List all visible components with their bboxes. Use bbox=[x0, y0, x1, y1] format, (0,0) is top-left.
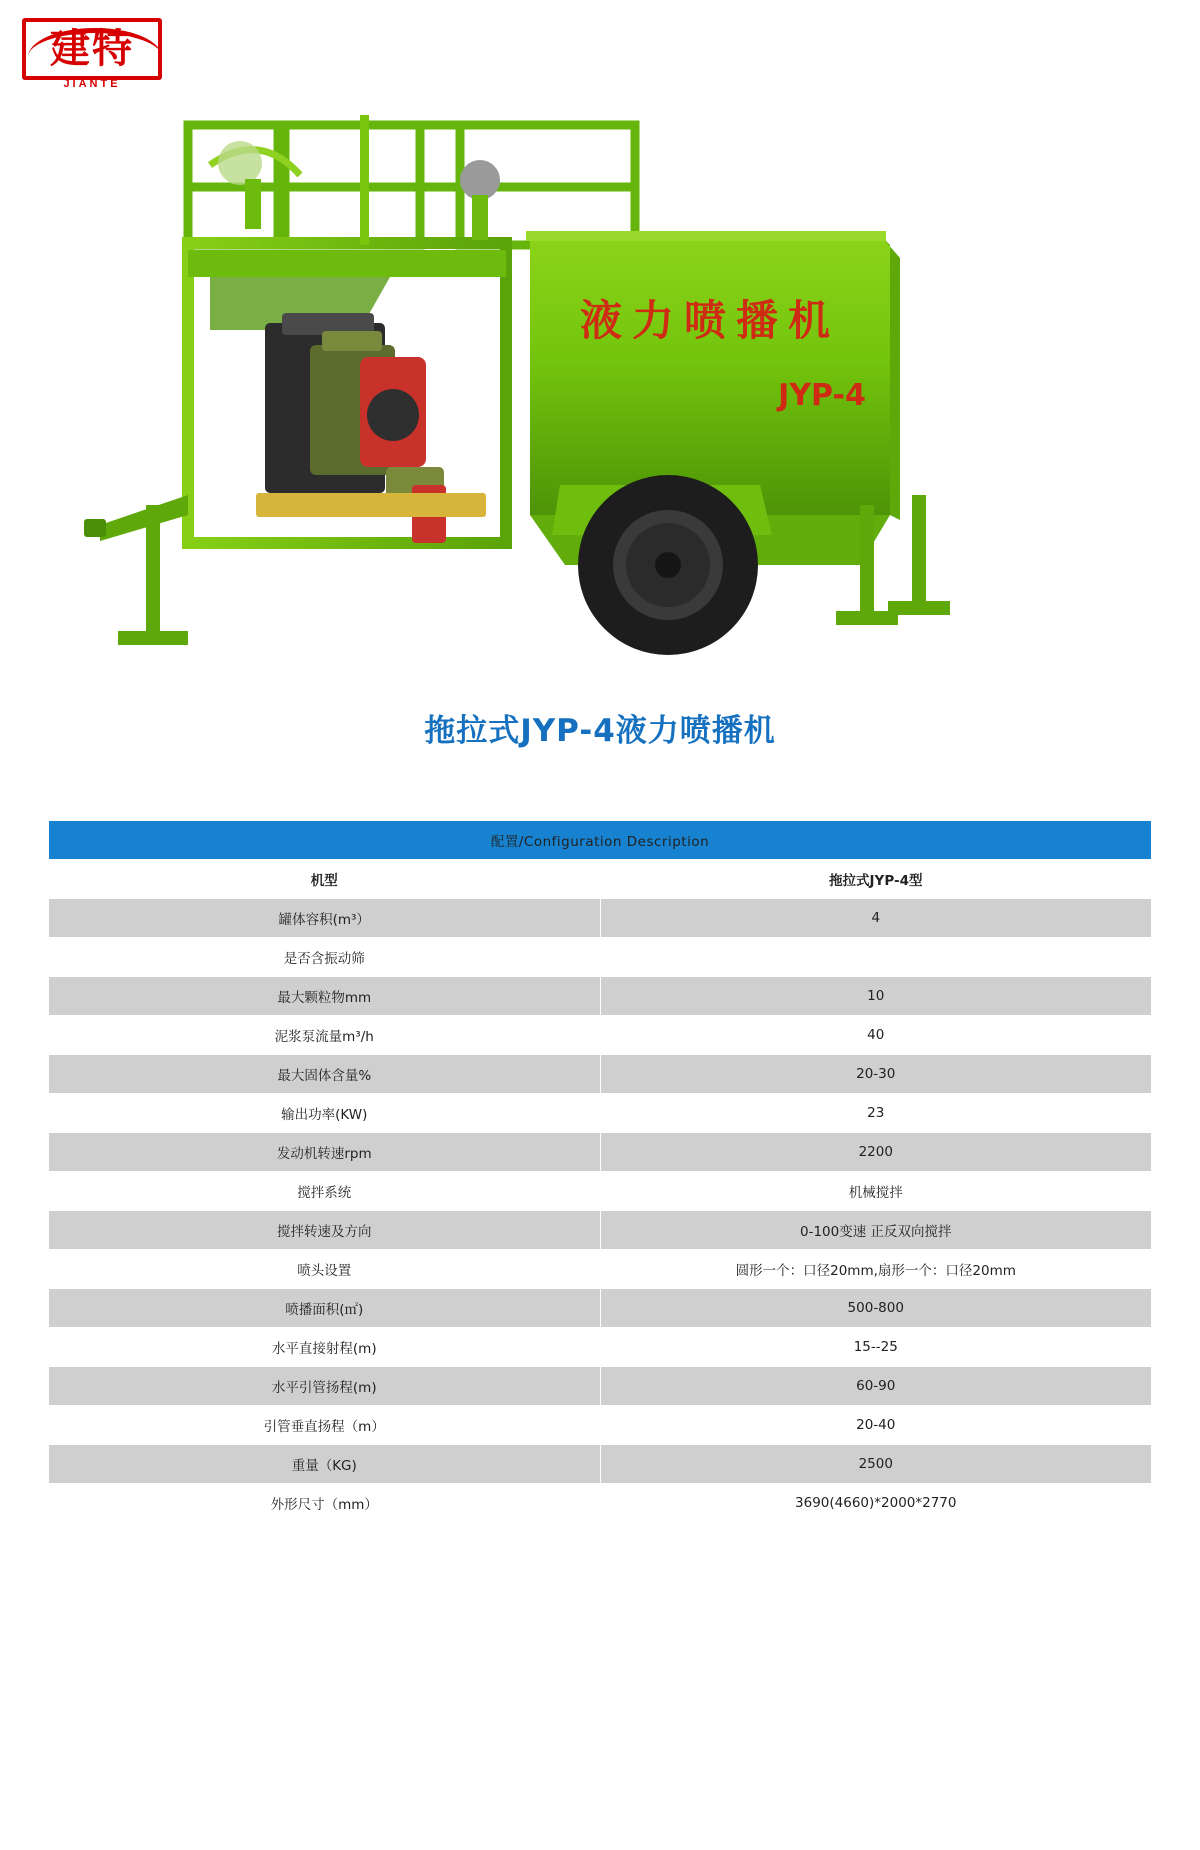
table-row bbox=[49, 1016, 1152, 1055]
logo-pinyin: JIANTE bbox=[63, 78, 121, 90]
specification-table bbox=[48, 820, 1152, 1523]
row-value: 3690(4660)*2000*2770 bbox=[600, 1484, 1152, 1523]
table-row bbox=[49, 1406, 1152, 1445]
engine-assembly bbox=[256, 313, 486, 543]
row-value: 机械搅拌 bbox=[600, 1172, 1152, 1211]
row-label: 重量（KG) bbox=[49, 1445, 601, 1484]
row-label: 水平引管扬程(m) bbox=[49, 1367, 601, 1406]
row-value: 0-100变速 正反双向搅拌 bbox=[600, 1211, 1152, 1250]
table-row bbox=[49, 1289, 1152, 1328]
table-header-row bbox=[49, 821, 1152, 860]
table-row bbox=[49, 1055, 1152, 1094]
table-header-cell: 配置/Configuration Description bbox=[49, 821, 1152, 860]
row-value: 20-30 bbox=[600, 1055, 1152, 1094]
table-row bbox=[49, 977, 1152, 1016]
row-value bbox=[600, 938, 1152, 977]
row-value: 4 bbox=[600, 899, 1152, 938]
row-label: 罐体容积(m³） bbox=[49, 899, 601, 938]
row-label: 喷头设置 bbox=[49, 1250, 601, 1289]
svg-text:液力喷播机: 液力喷播机 bbox=[579, 296, 841, 345]
row-label: 机型 bbox=[49, 860, 601, 899]
row-label: 最大固体含量% bbox=[49, 1055, 601, 1094]
row-value: 23 bbox=[600, 1094, 1152, 1133]
table-row bbox=[49, 1484, 1152, 1523]
row-label: 发动机转速rpm bbox=[49, 1133, 601, 1172]
table-row bbox=[49, 1211, 1152, 1250]
row-value: 60-90 bbox=[600, 1367, 1152, 1406]
row-value: 2200 bbox=[600, 1133, 1152, 1172]
row-label: 是否含振动筛 bbox=[49, 938, 601, 977]
product-photo bbox=[60, 95, 1140, 675]
table-row bbox=[49, 1172, 1152, 1211]
table-row bbox=[49, 1250, 1152, 1289]
row-value: 500-800 bbox=[600, 1289, 1152, 1328]
row-label: 搅拌转速及方向 bbox=[49, 1211, 601, 1250]
row-label: 喷播面积(㎡) bbox=[49, 1289, 601, 1328]
table-row bbox=[49, 1445, 1152, 1484]
row-value: 拖拉式JYP-4型 bbox=[600, 860, 1152, 899]
svg-text:JYP-4: JYP-4 bbox=[778, 378, 866, 413]
row-label: 最大颗粒物mm bbox=[49, 977, 601, 1016]
logo-badge bbox=[22, 18, 162, 80]
row-value: 圆形一个：口径20mm,扇形一个：口径20mm bbox=[600, 1250, 1152, 1289]
table-body bbox=[49, 821, 1152, 1523]
table-row bbox=[49, 899, 1152, 938]
row-label: 引管垂直扬程（m） bbox=[49, 1406, 601, 1445]
row-value: 2500 bbox=[600, 1445, 1152, 1484]
table-row bbox=[49, 1133, 1152, 1172]
row-label: 泥浆泵流量m³/h bbox=[49, 1016, 601, 1055]
table-row bbox=[49, 1367, 1152, 1406]
row-label: 搅拌系统 bbox=[49, 1172, 601, 1211]
table-row bbox=[49, 1328, 1152, 1367]
row-label: 外形尺寸（mm） bbox=[49, 1484, 601, 1523]
row-label: 输出功率(KW) bbox=[49, 1094, 601, 1133]
row-value: 10 bbox=[600, 977, 1152, 1016]
table-row bbox=[49, 938, 1152, 977]
table-row bbox=[49, 1094, 1152, 1133]
brand-logo bbox=[22, 18, 162, 96]
row-value: 15--25 bbox=[600, 1328, 1152, 1367]
wheel bbox=[578, 475, 758, 655]
row-label: 水平直接射程(m) bbox=[49, 1328, 601, 1367]
row-value: 40 bbox=[600, 1016, 1152, 1055]
table-row bbox=[49, 860, 1152, 899]
page-title: 拖拉式JYP-4液力喷播机 bbox=[424, 713, 776, 749]
logo-mark-text: 建特 bbox=[50, 26, 134, 73]
row-value: 20-40 bbox=[600, 1406, 1152, 1445]
